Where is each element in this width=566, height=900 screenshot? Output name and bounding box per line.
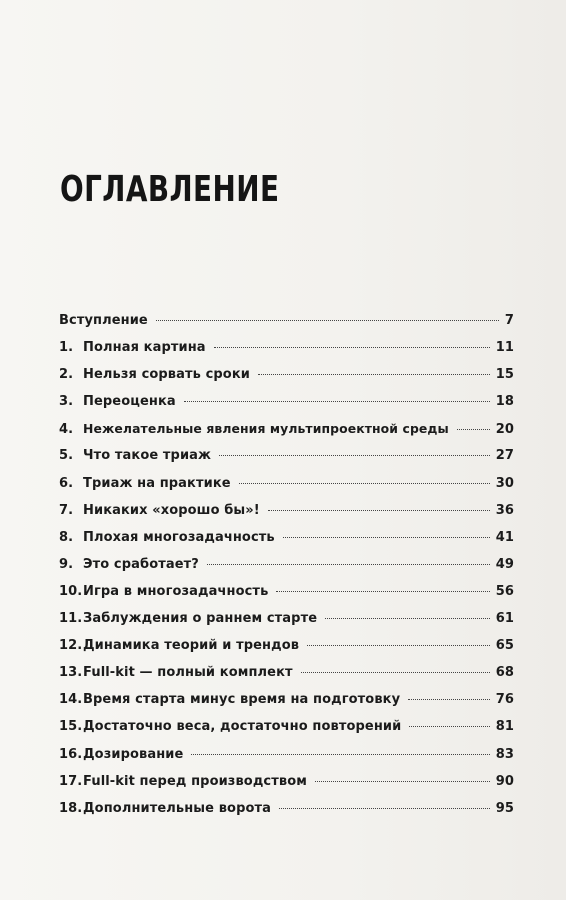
toc-entry-page: 20 [495,422,514,438]
toc-entry-number: 11. [59,611,83,627]
dot-leader [276,591,489,592]
dot-leader [219,455,490,456]
dot-leader [279,808,490,809]
toc-entry-title: Вступление [59,313,148,328]
page-title: ОГЛАВЛЕНИЕ [60,169,280,210]
toc-entry-number: 7. [59,502,74,518]
toc-entry-title: Игра в многозадачность [83,583,269,599]
toc-entry-page: 27 [495,448,514,464]
toc-entry-page: 49 [495,556,514,572]
toc-entry-page: 30 [495,475,514,491]
table-of-contents [59,313,514,828]
toc-entry [59,719,514,746]
toc-entry-number: 3. [59,394,74,410]
toc-entry-title: Триаж на практике [83,475,231,491]
toc-entry-number: 4. [59,422,74,438]
dot-leader [258,374,490,375]
toc-entry-page: 65 [495,638,514,654]
toc-entry [59,692,514,719]
dot-leader [301,672,490,673]
toc-entry-page: 7 [504,313,514,328]
toc-entry-title: Это сработает? [83,556,199,572]
toc-entry-page: 36 [495,502,514,518]
toc-entry [59,340,514,367]
toc-entry-page: 11 [495,340,514,356]
toc-entry-title: Заблуждения о раннем старте [83,611,318,627]
toc-entry-page: 56 [495,583,514,599]
toc-entry [59,638,514,665]
dot-leader [184,401,490,402]
toc-entry-title: Full-kit — полный комплект [83,665,293,681]
toc-entry [59,448,514,475]
toc-entry [59,801,514,828]
toc-entry [59,665,514,692]
dot-leader [214,347,490,348]
toc-entry [59,747,514,774]
toc-entry-page: 83 [495,746,514,762]
toc-entry-number: 16. [59,746,83,762]
toc-entry-number: 8. [59,529,74,545]
dot-leader [457,429,490,430]
toc-entry [59,530,514,557]
toc-entry [59,394,514,421]
dot-leader [283,537,490,538]
toc-entry-title: Дозирование [83,746,184,762]
toc-entry-title: Нельзя сорвать сроки [83,367,250,383]
toc-entry [59,557,514,584]
toc-entry-number: 13. [59,665,83,681]
toc-entry [59,313,514,340]
toc-entry-number: 17. [59,773,83,789]
dot-leader [156,320,499,321]
toc-entry-title: Full-kit перед производством [83,773,307,789]
toc-entry-number: 5. [59,448,74,464]
toc-entry [59,476,514,503]
dot-leader [239,483,490,484]
toc-entry-page: 15 [495,367,514,383]
toc-entry-page: 95 [495,800,514,816]
dot-leader [191,754,489,755]
toc-entry-number: 15. [59,719,83,735]
dot-leader [307,645,490,646]
dot-leader [408,699,490,700]
toc-entry-title: Дополнительные ворота [83,800,272,816]
toc-entry [59,584,514,611]
toc-entry-number: 2. [59,367,74,383]
toc-entry [59,367,514,394]
toc-entry-page: 90 [495,773,514,789]
toc-entry-page: 18 [495,394,514,410]
toc-entry-title: Никаких «хорошо бы»! [83,502,260,518]
toc-entry-page: 81 [495,719,514,735]
toc-entry [59,503,514,530]
toc-entry-number: 1. [59,340,74,356]
toc-entry-title: Что такое триаж [83,448,212,464]
toc-entry-number: 6. [59,475,74,491]
toc-entry-number: 18. [59,800,83,816]
toc-entry-page: 76 [495,692,514,708]
toc-entry-title: Динамика теорий и трендов [83,638,300,654]
toc-entry-title: Нежелательные явления мультипроектной среды [83,421,449,437]
dot-leader [268,510,490,511]
toc-entry-title: Переоценка [83,394,176,410]
toc-entry-title: Плохая многозадачность [83,529,275,545]
toc-entry [59,774,514,801]
toc-entry-page: 68 [495,665,514,681]
toc-entry-number: 10. [59,583,83,599]
bleed-through-text [250,30,550,296]
toc-entry-title: Достаточно веса, достаточно повторений [83,719,402,735]
toc-entry-number: 12. [59,638,83,654]
toc-entry-page: 41 [495,529,514,545]
toc-entry-number: 9. [59,556,74,572]
dot-leader [325,618,490,619]
toc-entry [59,421,514,448]
toc-entry-number: 14. [59,692,83,708]
dot-leader [207,564,490,565]
toc-entry-title: Время старта минус время на подготовку [83,692,401,708]
toc-entry-title: Полная картина [83,340,206,356]
dot-leader [409,726,489,727]
toc-entry-page: 61 [495,611,514,627]
toc-entry [59,611,514,638]
dot-leader [315,781,490,782]
